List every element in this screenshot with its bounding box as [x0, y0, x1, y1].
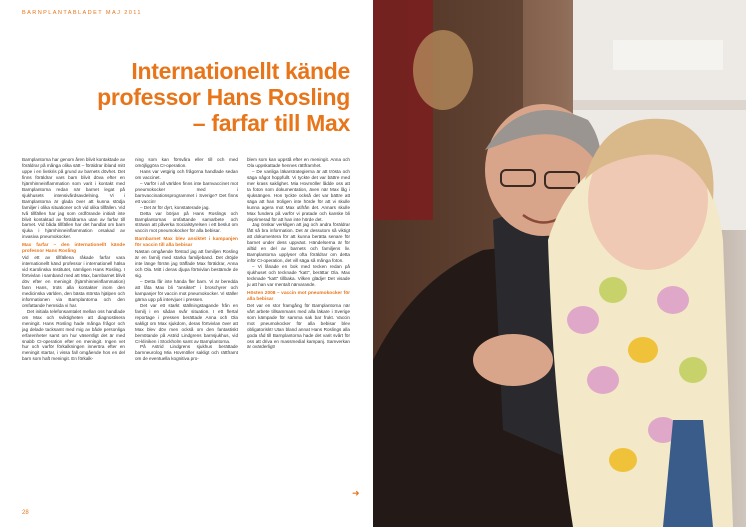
paragraph: ning som kan försvåra eller till och med omöjliggöra CI-operation.	[135, 157, 238, 168]
article-title	[20, 58, 350, 136]
paragraph: – Varför i all världen finns inte barnvaccinet mot pneumokocker med i barnvaccinationsprogrammet i Sverige? Det finns ett vaccin!	[135, 180, 238, 204]
paragraph: – Detta får inte hända fler barn. Vi är beredda att låta Max bli "ansiktet" i broschyrer och kampanjer för vaccin mot pneumokocker. Vi ställer gärna upp på intervjuer i pressen.	[135, 278, 238, 302]
paragraph: Jag önskar verkligen att jag och andra föräldrar fått så bra information. Det är dessutom så viktigt att dokumentera för att kunna berätta senare för barnet under dess uppväxt. Händelserna är för alltid en del av barnets och familjens liv. Barnplantorna upplyser ofta föräldrar om detta inför CI-operation, det vill säga så många foton.	[247, 222, 350, 264]
text-column-3	[247, 157, 350, 489]
paragraph: Barnplantorna har genom åren blivit kontaktade av föräldrar på många olika sätt – föräldrar ibland mitt uppe i en livskris på grund av barnets dövhet. Det finns föräldrar vars barn blivit döva efter en hjärnhinneinflammation som varit i kontakt med Barnplantorna redan när barnet legat på sjukhusets intensivårdsavdelning. Vi i Barnplantorna är glada över att kunna stödja familjer i olika situationer och vid olika tillfällen. Vid två tillfällen har jag som ordförande initialt inte blivit kontaktad av föräldrarna utan av farfar till barnet. Vid båda tillfällen har det handlat om barn sjuka i hjärnhinneinflammation orsakad av invasiva pneumokocker.	[22, 157, 125, 240]
text-column-2	[135, 157, 238, 489]
paragraph: – Vi lånade en bok med tecken redan på sjukhuset och tecknade "katt", berättar Ola. Max tecknade "katt" tillbaka. Vilken glädje! Det visade ju att han var mentalt närvarande.	[247, 264, 350, 288]
paragraph: blem som kan uppstå efter en meningit. Anna och Ola uppskattade hennes rättframhet.	[247, 157, 350, 168]
continue-arrow-icon[interactable]: ➜	[352, 488, 360, 498]
paragraph: Nästan omgående förstod jag att familjen Rosling är en familj med starka familjeband. Det dröjde inte länge förrän jag träffade Max föräldrar, Anna och Ola. Mitt i deras djupa förtvivlan bestämde de sig.	[135, 249, 238, 279]
paragraph: Vid ett av tillfällena råkade farfar vara internationellt känd professor i internationell hälsa vid Karolinska Institutet, nämligen Hans Rosling. I förtvivlan i samband med att Max, barnbarnet blivit döv efter en meningit (hjärnhinneinflammation) fann Hans, trots alla kontakter inom den medicinska världen, den bästa största hjälpen och informationen via Barnplantorna och den omfattande hemsida vi har.	[22, 255, 125, 308]
paragraph: Det var en stor framgång för Barnplantorna när vårt arbete tillsammans med alla läkare i Sverige som kämpade för samma sak bar frukt. Vaccin mot pneumokocker för alla bebisar blev obligatoriskt! Utan bland annat Hans Roslings alla goda råd till Barnplantorna hade det varit svårt för oss att driva en massmedial kampanj. Samverkan är ovärderligt!	[247, 302, 350, 350]
paragraph: – De vanliga läkarstrategierna är att trösta och säga något hoppfullt. Vi tyckte det var bättre med mer krass saklighet. Mia Hovmöller lådde oss att ta foton som dokumentation, även när Max låg i sjuksängen. Hon tyckte också det var bättre att säga att han troligen inte hörde för att vi skulle kunna agera mot Max utifrån det. Annars skulle Max fundera på varför vi pratade och kanske bli deprimerad för att han inte hörde det.	[247, 168, 350, 222]
photo-page	[373, 0, 746, 527]
title-line-1: Internationellt kände	[131, 58, 350, 84]
paragraph: På Astrid Lindgrens sjukhus berättade barnneurolog Mia Hovmöller sakligt och rättframt om de eventuella kognitiva pro-	[135, 344, 238, 362]
title-line-3: – farfar till Max	[192, 110, 350, 136]
photo-grandfather-and-child	[373, 0, 746, 527]
magazine-header: BARNPLANTABLADET MAJ 2011	[22, 10, 142, 16]
subheading: Hösten 2008 – vaccin mot pneumokocker för alla bebisar	[247, 290, 350, 302]
paragraph: Hans var vetgirig och frågorna handlade sedan om vaccinet.	[135, 168, 238, 180]
paragraph: – Det är för dyrt, konstaterade jag.	[140, 204, 210, 210]
article-body	[22, 157, 350, 489]
subheading: Max farfar – den internationellt kände professor Hans Rosling	[22, 243, 125, 255]
paragraph: Det var ett starkt ställningstagande från en familj i en sådan svår situation. I ett flertal reportage i pressen berättade Anna och Ola sakligt om Max sjukdom, deras förtvivlan över att Max blev döv men också om den fantastiskt bemötande på Astrid Lindgrens barnsjukhus, vid CI-kliniken i Stockholm samt av Barnplantorna.	[135, 302, 238, 344]
subheading: Barnbarnet Max blev ansiktet i kampanjen för vaccin till alla bebisar	[135, 237, 238, 249]
text-column-1	[22, 157, 125, 489]
title-line-2: professor Hans Rosling	[97, 84, 350, 110]
page-number: 28	[22, 510, 29, 516]
paragraph: Det initiala telefonsamtalet mellan oss handlade om Max och sviktigheten att diagnostisera meningit. Hans Rosling hade många frågor och jag delade tacksamt med mig av både personliga erfarenheter samt om hur väsentligt det är med snabb CI-operation efter en meningit. Ingen vet hur och varför förkalkningen inneröra efter en meningit startar, i vissa fall omgående hos en del barn som haft meningit. En förkalk-	[22, 308, 125, 362]
paragraph: Detta var början på Hans Roslings och Barnplantornas omfattande samarbete och strävan att påverka Socialstyrelsen i ett beslut om vaccin mot pneumokocker för alla bebisar.	[135, 210, 238, 234]
